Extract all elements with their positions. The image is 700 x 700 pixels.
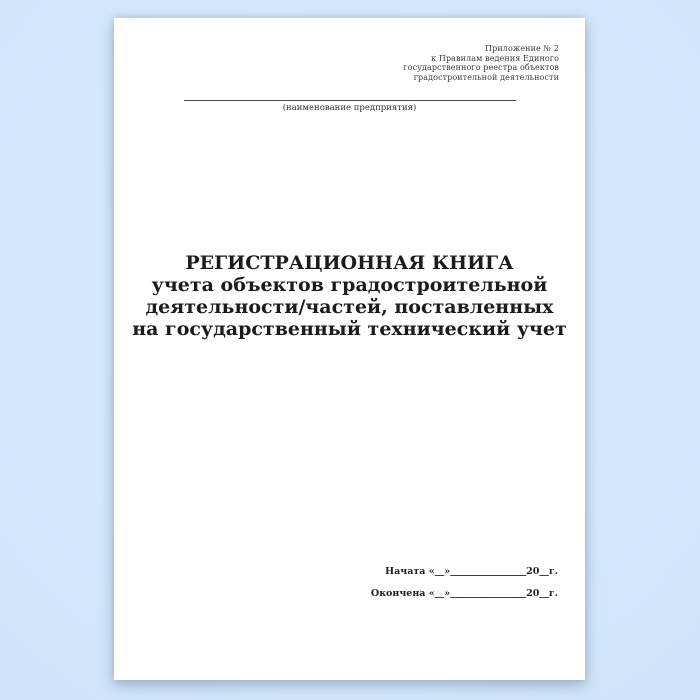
appendix-note-line: к Правилам ведения Единого [431, 53, 559, 63]
organization-name-block [184, 82, 516, 113]
organization-name-caption: (наименование предприятия) [282, 103, 417, 113]
document-title-line: деятельности/частей, поставленных [145, 296, 554, 318]
appendix-note-line: государственного реестра объектов [403, 63, 559, 73]
appendix-note-line: Приложение № 2 [485, 44, 559, 53]
date-finished-line: Окончена «__»________________20__г. [370, 588, 558, 599]
document-page [114, 18, 585, 680]
document-title-line: на государственный технический учет [132, 318, 567, 340]
date-started-line: Начата «__»________________20__г. [385, 566, 558, 577]
document-title-line: РЕГИСТРАЦИОННАЯ КНИГА [185, 252, 514, 274]
document-title [114, 252, 585, 340]
document-title-line: учета объектов градостроительной [151, 274, 548, 296]
appendix-note-line: градостроительной деятельности [413, 72, 559, 82]
organization-name-blank-line [184, 82, 516, 101]
appendix-note [403, 44, 559, 82]
